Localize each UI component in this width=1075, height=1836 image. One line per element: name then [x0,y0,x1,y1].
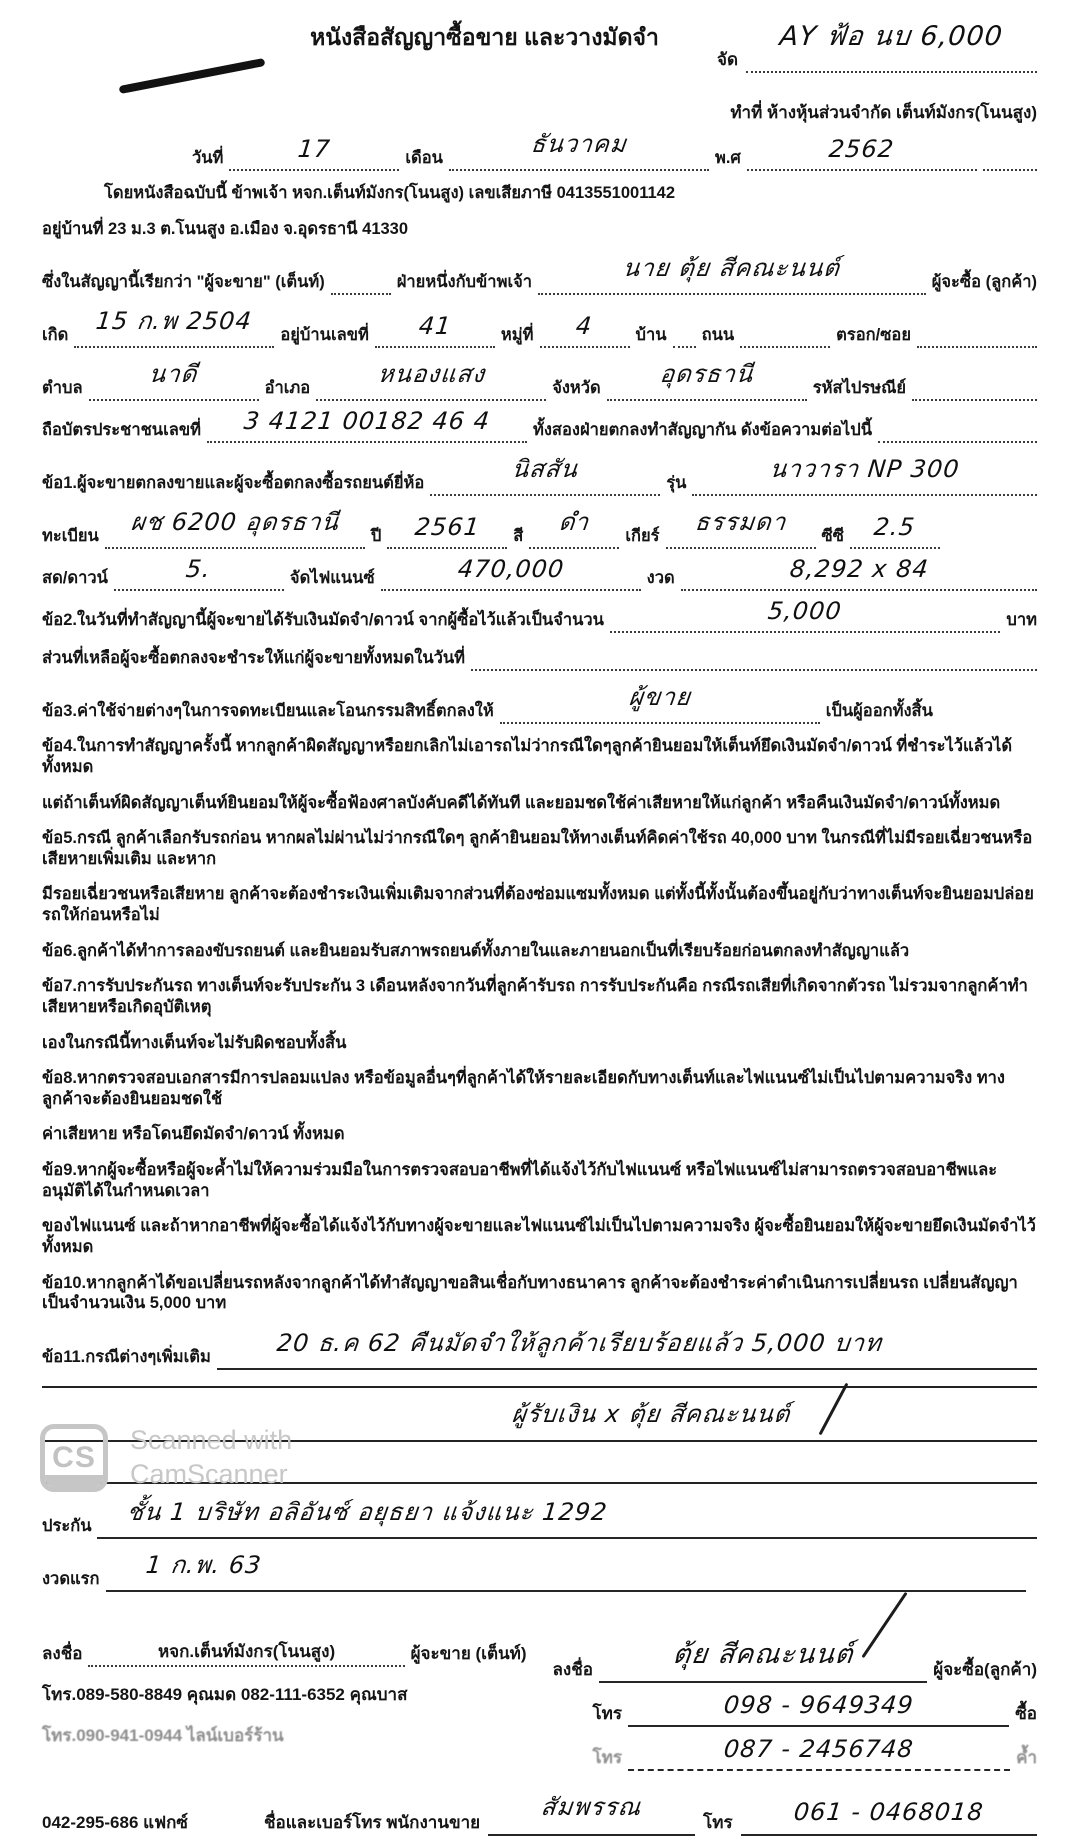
moo-fill [540,312,630,348]
gear-fill [666,508,816,549]
buyer-name-fill [538,254,926,295]
insurance-label: ประกัน [42,1516,92,1535]
year-label: พ.ศ [714,149,741,167]
first-installment-handwritten: 1 ก.พ. 63 [144,1550,263,1579]
remainder-fill [471,649,1037,671]
year-veh-handwritten: 2561 [413,513,482,542]
month-label: เดือน [405,149,443,167]
moo-handwritten: 4 [574,312,595,341]
buyer-sign-line [553,1638,1038,1683]
finance-label: จัดไฟแนนซ์ [289,569,375,588]
seller-name: หจก.เต็นท์มังกร(โนนสูง) [157,1641,336,1661]
staff-name-handwritten: สัมพรรณ [539,1792,644,1821]
day-label: วันที่ [192,149,224,167]
staff-label: ชื่อและเบอร์โทร พนักงานขาย [263,1812,481,1832]
buyer-signature-column [553,1638,1038,1785]
clause9-line1: ข้อ9.หากผู้จะซื้อหรือผู้จะค้ำไม่ให้ความร่วมมือในการตรวจสอบอาชีพที่ได้แจ้งไว้กับไฟแนนซ์ หรือไฟแนนซ์ไม่สามารถตรวจสอบอาชีพและอนุมัติได้ในกำหนดเวลา [42,1161,998,1200]
birth-handwritten: 15 ก.พ 2504 [94,307,254,336]
tambon-label: ตำบล [42,379,83,398]
camscanner-icon [40,1424,108,1492]
first-installment-line [42,1551,1037,1592]
amphoe-label: อำเภอ [264,379,311,398]
buyer-phone-label: โทร [592,1703,622,1723]
province-handwritten: อุดรธานี [658,360,755,389]
clause2-text: ข้อ2.ในวันที่ทำสัญญานี้ผู้จะขายได้รับเงินมัดจำ/ดาวน์ จากผู้ซื้อไว้แล้วเป็นจำนวน [42,611,604,630]
remainder-line [42,645,1037,671]
brand-fill [430,455,660,496]
clause3-suffix: เป็นผู้ออกทั้งสิ้น [825,702,933,721]
clause3-prefix: ข้อ3.ค่าใช้จ่ายต่างๆในการจดทะเบียนและโอนกรรมสิทธิ์ตกลงให้ [42,702,494,721]
installment-handwritten: 8,292 x 84 [788,555,930,584]
ban-fill [673,326,696,348]
down-handwritten: 5. [184,555,213,584]
seller-signature-column [42,1638,527,1785]
id-label: ถือบัตรประชาชนเลขที่ [42,421,201,440]
made-at-line: ทำที่ ห้างหุ้นส่วนจำกัด เต็นท์มังกร(โนนสูง) [730,103,1037,122]
id-suffix: ทั้งสองฝ่ายตกลงทำสัญญากัน ดังข้อความต่อไปนี้ [533,421,872,440]
seller-name-fill [88,1638,404,1667]
finance-handwritten: 470,000 [456,555,566,584]
party-label: ฝ่ายหนึ่งกับข้าพเจ้า [396,273,533,292]
buyer-phone-role: ซื้อ [1015,1703,1037,1723]
fax-number: 042-295-686 แฟกซ์ [42,1812,188,1832]
buyer-phone-handwritten: 098 - 9649349 [722,1690,915,1719]
camscanner-text [130,1424,292,1492]
guarantor-phone-label: โทร [592,1747,622,1767]
guarantor-phone-handwritten: 087 - 2456748 [722,1734,916,1763]
finance-line [42,555,1037,591]
clause6-line: ข้อ6.ลูกค้าได้ทำการลองขับรถยนต์ และยินยอมรับสภาพรถยนต์ทั้งภายในและภายนอกเป็นที่เรียบร้อยก่อนตกลงทำสัญญาแล้ว [42,941,910,960]
district-line [42,360,1037,401]
tambon-fill [89,360,259,401]
road-label: ถนน [701,326,735,345]
clause9-line2: ของไฟแนนซ์ และถ้าหากอาชีพที่ผู้จะซื้อได้แจ้งไว้กับทางผู้จะขายและไฟแนนซ์ไม่เป็นไปตามความจริง ผู้จะซื้อยินยอมให้ผู้จะขายยึดเงินมัดจำไว้ทั้งหมด [42,1217,1036,1256]
alley-label: ตรอก/ซอย [836,326,911,345]
amphoe-fill [316,360,546,401]
clause11-fill [217,1329,1037,1370]
seller-phone1: โทร.089-580-8849 คุณมด 082-111-6352 คุณบาส [42,1684,408,1704]
clause11-line [42,1329,1037,1370]
buyer-signature-handwritten: ตุ้ย สีคณะนนต์ [671,1638,855,1670]
year-handwritten: 2562 [827,135,896,163]
insurance-line [42,1498,1037,1539]
payer-handwritten: ผู้ขาย [627,683,693,712]
reg-label: ทะเบียน [42,527,99,546]
id-trailing-fill [878,421,1037,443]
buyer-name-handwritten: นาย ตุ้ย สีคณะนนต์ [621,254,842,283]
clause10-line: ข้อ10.หากลูกค้าได้ขอเปลี่ยนรถหลังจากลูกค้าได้ทำสัญญาขอสินเชื่อกับทางธนาคาร ลูกค้าจะต้องชำระค่าดำเนินการเปลี่ยนรถ เปลี่ยนสัญญา เป็นจำนวนเงิน 5,000 บาท [42,1273,1018,1313]
house-label: อยู่บ้านเลขที่ [280,326,369,345]
allocation-field [717,21,1037,73]
insurance-handwritten: ชั้น 1 บริษัท อลิอันซ์ อยุธยา แจ้งแนะ 1292 [125,1497,610,1526]
year-veh-fill [387,513,507,549]
pen-flourish-1 [819,1382,849,1435]
remainder-text: ส่วนที่เหลือผู้จะซื้อตกลงจะชำระให้แก่ผู้จะขายทั้งหมดในวันที่ [42,649,466,668]
birth-fill [74,307,274,348]
clause7-line2: เองในกรณีนี้ทางเต็นท์จะไม่รับผิดชอบทั้งสิ้น [42,1033,347,1052]
allocation-fill [746,21,1037,73]
day-fill [229,135,399,171]
postcode-fill [912,379,1037,401]
gear-label: เกียร์ [625,527,660,546]
buyer-phone-fill [628,1690,1009,1727]
deposit-handwritten: 5,000 [766,597,844,626]
registration-line [42,508,1037,549]
intro-line-2: อยู่บ้านที่ 23 ม.3 ต.โนนสูง อ.เมือง จ.อุดรธานี 41330 [42,219,409,238]
clause8-line2: ค่าเสียหาย หรือโดนยึดมัดจำ/ดาวน์ ทั้งหมด [42,1125,345,1144]
installment-fill [681,555,1037,591]
clause4-line1: ข้อ4.ในการทำสัญญาครั้งนี้ หากลูกค้าผิดสัญญาหรือยกเลิกไม่เอารถไม่ว่ากรณีใดๆลูกค้ายินยอมให้เต็นท์ยึดเงินมัดจำ/ดาวน์ ที่ชำระไว้แล้วได้ทั้งหมด [42,737,1013,776]
allocation-handwritten: AY ฟ้อ นบ 6,000 [778,21,1005,52]
color-handwritten: ดำ [557,508,591,537]
buyer-phone-line [553,1690,1038,1727]
color-label: สี [513,527,524,546]
camscanner-watermark [40,1424,292,1492]
insurance-fill [97,1498,1037,1539]
seller-clause-prefix: ซึ่งในสัญญานี้เรียกว่า "ผู้จะขาย" (เต็นท์) [42,273,325,292]
month-handwritten: ธันวาคม [529,130,629,158]
guarantor-phone-role: ค้ำ [1016,1747,1037,1767]
payer-fill [500,683,820,724]
tambon-handwritten: นาดี [147,360,200,389]
finance-fill [381,555,641,591]
birth-label: เกิด [42,326,69,345]
buyer-name-sign-fill [599,1638,927,1683]
date-trailing-fill [983,149,1037,171]
camscanner-text-line1: Scanned with [130,1425,293,1456]
clause8-line1: ข้อ8.หากตรวจสอบเอกสารมีการปลอมแปลง หรือข้อมูลอื่นๆที่ลูกค้าได้ให้รายละเอียดกับทางเต็นท์และไฟแนนซ์ไม่เป็นไปตามความจริง ทางลูกค้าจะต้องยินยอมชดใช้ [42,1069,1005,1108]
clause3-line [42,683,1037,724]
model-fill [692,455,1037,496]
birth-address-line [42,307,1037,348]
clause5-line2: มีรอยเฉี่ยวชนหรือเสียหาย ลูกค้าจะต้องชำระเงินเพิ่มเติมจากส่วนที่ต้องซ่อมแซมทั้งหมด แต่ทั้งนี้ทั้งนั้นต้องขึ้นอยู่กับว่าทางเต็นท์จะยินยอมปล่อยรถให้ก่อนหรือไม่ [42,885,1034,924]
month-fill [449,130,709,171]
moo-label: หมู่ที่ [500,326,534,345]
clause1-label: ข้อ1.ผู้จะขายตกลงขายและผู้จะซื้อตกลงซื้อรถยนต์ยี่ห้อ [42,474,425,493]
camscanner-icon-letters: CS [52,1441,96,1474]
brand-handwritten: นิสสัน [510,455,580,484]
model-label: รุ่น [666,474,687,493]
seller-role: ผู้จะขาย (เต็นท์) [410,1643,527,1663]
seller-phone2: โทร.090-941-0944 ไลน์เบอร์ร้าน [42,1725,284,1745]
model-handwritten: นาวารา NP 300 [768,455,961,484]
clause7-line1: ข้อ7.การรับประกันรถ ทางเต็นท์จะรับประกัน 3 เดือนหลังจากวันที่ลูกค้ารับรถ การรับประกันคือ กรณีรถเสียที่เกิดจากตัวรถ ไม่รวมจากลูกค้าทำเสียหายหรือเกิดอุบัติเหตุ [42,977,1028,1016]
signature-section [42,1638,1037,1785]
gear-handwritten: ธรรมดา [693,508,788,537]
first-installment-fill [106,1551,1026,1592]
province-label: จังหวัด [552,379,601,398]
clause1-line [42,455,1037,496]
house-fill [375,312,495,348]
alley-fill [917,326,1037,348]
reg-handwritten: ผช 6200 อุดรธานี [129,508,341,537]
cc-label: ซีซี [821,527,844,546]
staff-phone-label: โทร [703,1812,733,1832]
seller-sign-label: ลงชื่อ [42,1643,83,1663]
deposit-fill [610,597,1000,633]
road-fill [740,326,830,348]
header [42,14,1037,73]
staff-phone-handwritten: 061 - 0468018 [792,1797,986,1826]
first-installment-label: งวดแรก [42,1569,100,1588]
amphoe-handwritten: หนองแสง [376,360,487,389]
camscanner-text-line2: CamScanner [130,1459,288,1489]
reg-fill [105,508,365,549]
id-card-line [42,407,1037,443]
parties-line [42,254,1037,295]
staff-row [42,1792,1037,1836]
intro-line-1: โดยหนังสือฉบับนี้ ข้าพเจ้า หจก.เต็นท์มังกร(โนนสูง) เลขเสียภาษี 0413551001142 [104,184,675,202]
document-title: หนังสือสัญญาซื้อขาย และวางมัดจำ [310,24,659,50]
clause5-line1: ข้อ5.กรณี ลูกค้าเลือกรับรถก่อน หากผลไม่ผ่านไม่ว่ากรณีใดๆ ลูกค้ายินยอมให้ทางเต็นท์คิดค่าใช้รถ 40,000 บาท ในกรณีที่ไม่มีรอยเฉี่ยวชนหรือเสียหายเพิ่มเติม และหาก [42,829,1033,868]
baht-label: บาท [1006,611,1037,630]
parties-dots [331,273,391,295]
guarantor-phone-fill [628,1734,1010,1771]
clause4-line2: แต่ถ้าเต็นท์ผิดสัญญาเต็นท์ยินยอมให้ผู้จะซื้อฟ้องศาลบังคับคดีได้ทันที และยอมชดใช้ค่าเสียหายให้แก่ลูกค้า หรือคืนเงินมัดจำ/ดาวน์ทั้งหมด [42,793,1001,812]
house-handwritten: 41 [417,312,453,341]
buyer-role: ผู้จะซื้อ(ลูกค้า) [933,1659,1037,1679]
clause11-label: ข้อ11.กรณีต่างๆเพิ่มเติม [42,1347,211,1366]
day-handwritten: 17 [296,135,333,163]
buyer-sign-label: ลงชื่อ [552,1659,593,1679]
seller-sign-line [42,1638,527,1667]
date-line [42,130,1037,171]
color-fill [529,508,619,549]
clause11-handwritten: 20 ธ.ค 62 คืนมัดจำให้ลูกค้าเรียบร้อยแล้ว 5,000 บาท [275,1328,884,1357]
staff-name-fill [488,1792,695,1836]
down-label: สด/ดาวน์ [42,569,108,588]
allocation-label: จัด [717,50,739,69]
postcode-label: รหัสไปรษณีย์ [812,379,907,398]
divider-line-1 [42,1386,1037,1388]
down-fill [114,555,284,591]
installment-label: งวด [646,569,675,588]
year-fill [747,135,977,171]
cc-handwritten: 2.5 [872,513,918,542]
guarantor-phone-line [553,1734,1038,1771]
buyer-suffix: ผู้จะซื้อ (ลูกค้า) [931,273,1037,292]
year-veh-label: ปี [370,527,382,546]
clause2-line [42,597,1037,633]
province-fill [607,360,807,401]
id-fill [207,407,527,443]
ban-label: บ้าน [635,326,667,345]
payee-signature-handwritten: ผู้รับเงิน x ตุ้ย สีคณะนนต์ [510,1399,792,1428]
cc-fill [850,513,940,549]
staff-phone-fill [741,1797,1037,1836]
id-handwritten: 3 4121 00182 46 4 [242,407,492,436]
